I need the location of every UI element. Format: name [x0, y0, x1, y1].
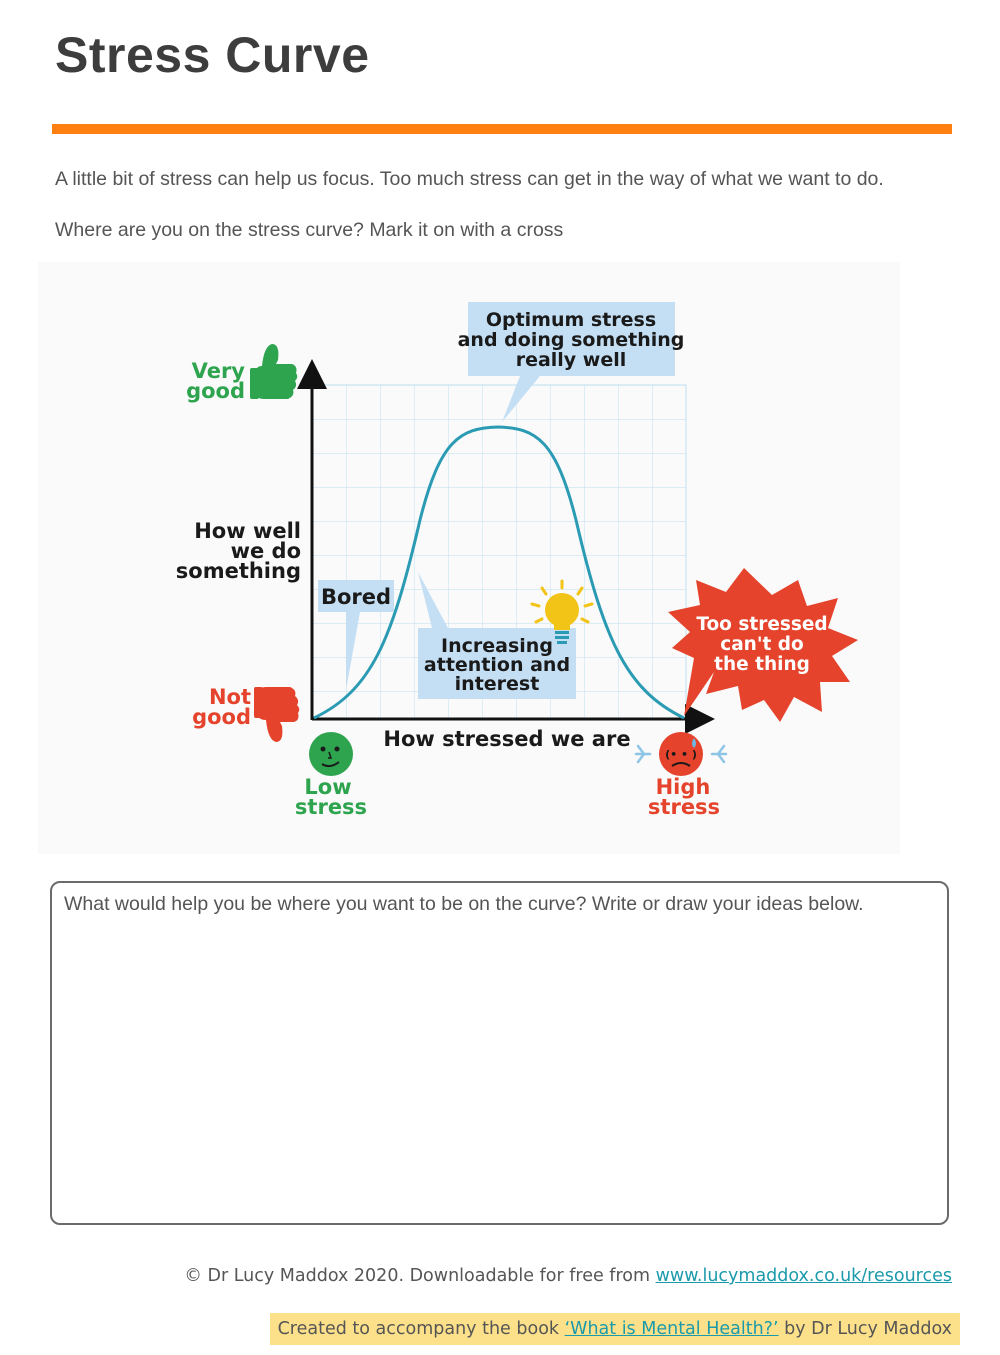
- x-axis-label: How stressed we are: [383, 727, 631, 751]
- svg-text:Very: Very: [191, 359, 245, 383]
- svg-text:stress: stress: [647, 795, 721, 819]
- callout-increasing-line-3: interest: [454, 673, 540, 695]
- svg-text:Not: Not: [208, 685, 251, 709]
- svg-text:something: something: [175, 559, 301, 583]
- svg-text:(• • ): (• • ): [665, 748, 697, 761]
- callout-too-stressed-line-2: can't do: [720, 634, 804, 655]
- callout-optimum-line-1: Optimum stress: [485, 309, 657, 331]
- calm-face-icon: [309, 732, 353, 776]
- callout-too-stressed-line-1: Too stressed: [696, 614, 828, 635]
- y-axis-label: [176, 519, 301, 583]
- svg-text:good: good: [192, 705, 251, 729]
- copyright-text: © Dr Lucy Maddox 2020. Downloadable for free from: [184, 1266, 656, 1286]
- credit-suffix: by Dr Lucy Maddox: [778, 1319, 952, 1339]
- intro-text-instruction: Where are you on the stress curve? Mark it on with a cross: [55, 219, 564, 241]
- ideas-prompt: What would help you be where you want to be on the curve? Write or draw your ideas below.: [64, 893, 864, 915]
- intro-text-focus: A little bit of stress can help us focus. Too much stress can get in the way of what we want to do.: [55, 168, 884, 190]
- high-stress-label: [648, 775, 720, 819]
- resources-link[interactable]: www.lucymaddox.co.uk/resources: [655, 1266, 952, 1286]
- not-good-label: [192, 685, 251, 729]
- svg-text:High: High: [655, 775, 711, 799]
- ideas-box[interactable]: [50, 881, 949, 1225]
- callout-too-stressed-line-3: the thing: [714, 654, 810, 675]
- callout-optimum-line-2: and doing something: [457, 329, 685, 351]
- callout-bored-label: Bored: [320, 585, 392, 609]
- thumbs-up-icon: [250, 344, 297, 399]
- callout-increasing-line-2: attention and: [423, 654, 571, 676]
- svg-text:Low: Low: [304, 775, 352, 799]
- book-credit: [270, 1313, 960, 1345]
- thumbs-down-icon: [254, 687, 299, 742]
- page-title: Stress Curve: [55, 27, 370, 83]
- svg-text:we do: we do: [230, 539, 301, 563]
- stressed-face-icon: [636, 732, 726, 776]
- footer-copyright: [184, 1266, 952, 1286]
- svg-text:stress: stress: [294, 795, 368, 819]
- burst-icon: [668, 568, 858, 722]
- credit-prefix: Created to accompany the book: [277, 1319, 565, 1339]
- low-stress-label: [295, 775, 367, 819]
- very-good-label: [186, 359, 245, 403]
- callout-increasing-line-1: Increasing: [441, 635, 553, 657]
- callout-optimum-line-3: really well: [515, 349, 627, 371]
- svg-text:good: good: [186, 379, 245, 403]
- book-title-link[interactable]: ‘What is Mental Health?’: [564, 1319, 779, 1339]
- svg-text:How well: How well: [194, 519, 301, 543]
